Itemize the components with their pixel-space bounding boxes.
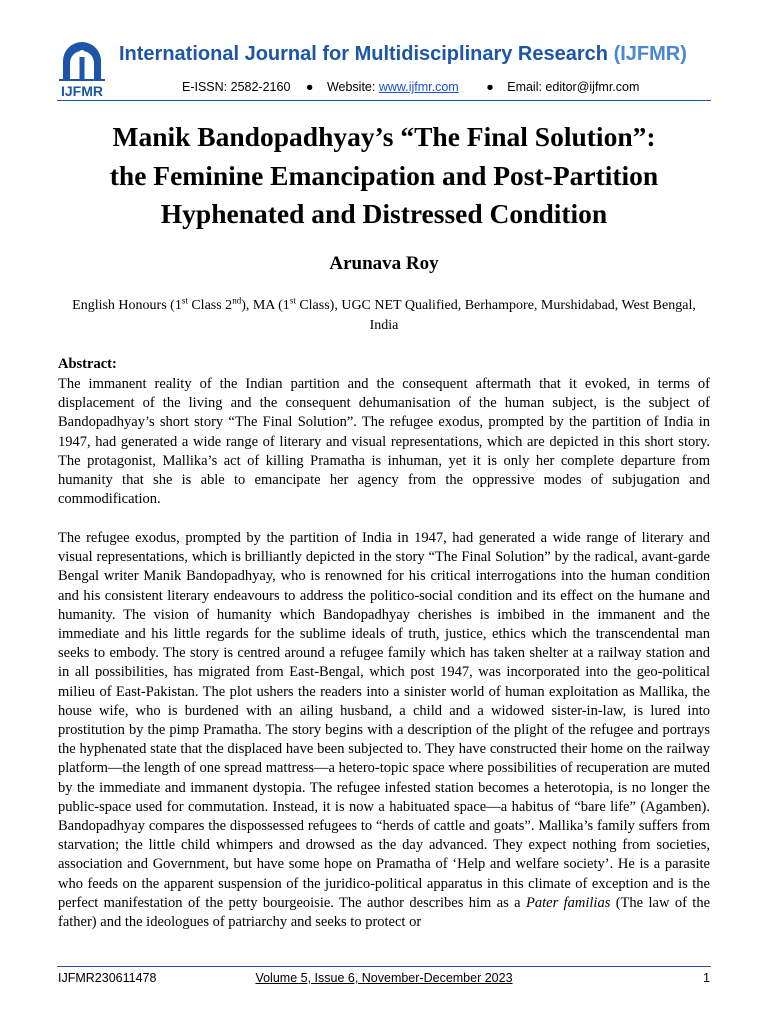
title-line-2: the Feminine Emancipation and Post-Partition bbox=[109, 159, 659, 191]
author-affiliation bbox=[58, 296, 710, 336]
ijfmr-logo bbox=[57, 41, 107, 99]
eissn: E-ISSN: 2582-2160 bbox=[182, 80, 291, 94]
affiliation-sup: st bbox=[289, 295, 296, 306]
journal-abbreviation: (IJFMR) bbox=[613, 43, 687, 65]
title-line-1: Manik Bandopadhyay’s “The Final Solution”: bbox=[112, 121, 656, 152]
affiliation-text: Class 2 bbox=[187, 298, 233, 313]
email: Email: editor@ijfmr.com bbox=[507, 80, 640, 94]
journal-name: International Journal for Multidisciplinary Research bbox=[119, 43, 608, 65]
page-number: 1 bbox=[703, 971, 710, 985]
body-text: (The law of the father) and the ideologues of patriarchy and seeks to protect or bbox=[58, 894, 711, 931]
body-italic-term: Pater familias bbox=[526, 894, 611, 911]
author-name: Arunava Roy bbox=[329, 253, 439, 274]
body-paragraph bbox=[58, 529, 710, 932]
header-divider bbox=[57, 100, 711, 101]
footer-divider bbox=[57, 966, 711, 967]
logo-text: IJFMR bbox=[61, 83, 103, 99]
journal-title bbox=[119, 43, 687, 66]
website-link[interactable]: www.ijfmr.com bbox=[378, 80, 459, 94]
body-text: The refugee exodus, prompted by the partition of India in 1947, had generated a wide range of literary and visual representations, which is brilliantly depicted in the story “The Final Solution” by the radical, avant-garde Bengal writer Manik Bandopadhyay, who is renowned for his critical interrogations into the human condition and his consistent literary endeavours to address the politico-social condition and its effect on the humane and humanity. The vision of humanity which Bandopadhyay cherishes is imbibed in the immanent and the immediate and his little regards for the sublime ideals of truth, justice, ethics which the transcendental man seeks to embody. The story is centred around a refugee family which has taken shelter at a railway station and in all possibilities, has migrated from East-Bengal, which post 1947, was incorporated into the geo-political milieu of East-Pakistan. The plot ushers the readers into a sinister world of human exploitation as Mallika, the house wife, who is burdened with an ailing husband, a child and a widowed sister-in-law, is lured into prostitution by the pimp Pramatha. The story begins with a description of the plight of the refugee and portrays the hyphenated state that the displaced have been subjected to. They have constructed their home on the railway platform—the length of one spread mattress—a hetero-topic space where possibilities of recuperation are muted by the immediate and immanent dystopia. The refugee infested station becomes a heterotopia, is no longer the public-space used for commutation. Instead, it is now a habituated space—a habitus of “bare life” (Agamben). Bandopadhyay compares the dispossessed refugees to “herds of cattle and goats”. Mallika’s family suffers from starvation; the little child whimpers and drowsed as the day advanced. They expect nothing from societies, association and Government, but have some hope on Pramatha of ‘Help and welfare society’. He is a parasite who feeds on the apparent suspension of the juridico-political apparatus in this climate of exception and is the perfect manifestation of the petty bourgeoisie. The author describes him as a bbox=[58, 530, 710, 911]
volume-info: Volume 5, Issue 6, November-December 2023 bbox=[255, 971, 513, 985]
abstract-heading: Abstract: bbox=[58, 356, 117, 372]
affiliation-text: English Honours (1 bbox=[72, 298, 182, 313]
bullet-icon: ● bbox=[305, 80, 314, 94]
issn-line bbox=[182, 80, 639, 94]
website-label: Website: bbox=[326, 80, 376, 94]
paper-title bbox=[40, 118, 728, 234]
abstract-text: The immanent reality of the Indian partition and the consequent aftermath that it evoked, in terms of displacement of the living and the consequent dehumanisation of the human subject, is the subject of Bandopadhyay’s short story “The Final Solution”. The refugee exodus, prompted by the partition of India in 1947, had generated a wide range of literary and visual representations, which are depicted in this short story. The protagonist, Mallika’s act of killing Pramatha is inhuman, yet it is only her complete departure from humanity that she is able to emancipate her agency from the oppressive modes of subjugation and commodification. bbox=[58, 376, 710, 508]
affiliation-text: Class), UGC NET Qualified, Berhampore, Murshidabad, West Bengal, India bbox=[295, 298, 696, 333]
affiliation-text: ), MA (1 bbox=[241, 298, 290, 313]
affiliation-sup: st bbox=[181, 295, 188, 306]
title-line-3: Hyphenated and Distressed Condition bbox=[160, 198, 608, 229]
paper-id: IJFMR230611478 bbox=[58, 971, 157, 985]
affiliation-sup: nd bbox=[232, 295, 242, 306]
bullet-icon: ● bbox=[486, 80, 494, 94]
